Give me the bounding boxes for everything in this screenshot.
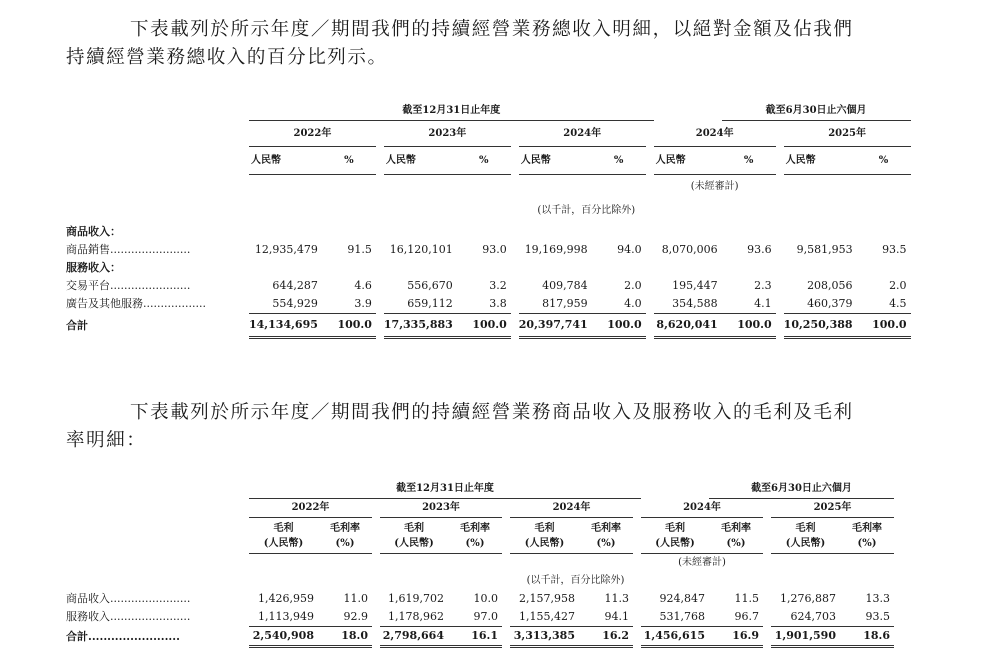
group-header-row [66, 102, 911, 121]
column-header-pct: % [722, 147, 776, 175]
revenue-breakdown-table [66, 102, 911, 339]
cell-gross-profit: 2,157,958 [519, 592, 575, 605]
column-header-gross-margin: 毛利率 (%) [709, 518, 763, 554]
cell-gross-profit: 3,313,385 [510, 627, 579, 647]
column-header-rmb: 人民幣 [784, 147, 857, 175]
cell-pct: 4.6 [354, 279, 372, 292]
cell-gross-profit: 1,155,427 [519, 610, 575, 623]
period-header: 2025年 [771, 499, 894, 518]
unaudited-row [66, 175, 911, 200]
cell-pct: 100.0 [322, 314, 376, 338]
period-header: 2022年 [249, 499, 372, 518]
cell-rmb: 556,670 [407, 279, 453, 292]
cell-gross-margin: 11.5 [734, 592, 759, 605]
column-header-rmb: 人民幣 [384, 147, 457, 175]
intro-paragraph-2 [66, 399, 926, 455]
cell-gross-profit: 2,540,908 [249, 627, 318, 647]
cell-pct: 3.9 [354, 297, 372, 310]
column-header-gross-profit: 毛利 (人民幣) [641, 518, 709, 554]
period-header: 2023年 [380, 499, 502, 518]
table-row [66, 608, 894, 627]
unit-note: (以千計，百分比除外) [537, 205, 636, 216]
cell-rmb: 659,112 [407, 297, 453, 310]
column-header-pct: % [457, 147, 511, 175]
group-header-row [66, 480, 894, 499]
cell-pct: 93.0 [482, 243, 507, 256]
cell-rmb: 644,287 [272, 279, 318, 292]
cell-gross-margin: 97.0 [473, 610, 498, 623]
column-header-gross-margin: 毛利率 (%) [579, 518, 633, 554]
cell-pct: 4.5 [889, 297, 907, 310]
cell-gross-margin: 18.0 [318, 627, 372, 647]
cell-rmb: 14,134,695 [249, 314, 322, 338]
column-header-rmb: 人民幣 [519, 147, 592, 175]
cell-pct: 100.0 [722, 314, 776, 338]
intro-paragraph-1-line-1: 下表載列於所示年度／期間我們的持續經營業務總收入明細，以絕對金額及佔我們 [130, 19, 854, 40]
column-header-gross-margin: 毛利率 (%) [448, 518, 502, 554]
cell-rmb: 10,250,388 [784, 314, 857, 338]
cell-rmb: 195,447 [672, 279, 718, 292]
unit-note-row [66, 199, 911, 223]
table-row [66, 241, 911, 259]
row-label: 廣告及其他服務.................. [66, 297, 206, 311]
cell-pct: 2.3 [754, 279, 772, 292]
group-header-year: 截至12月31日止年度 [249, 480, 641, 499]
cell-pct: 2.0 [624, 279, 642, 292]
cell-pct: 100.0 [592, 314, 646, 338]
cell-gross-profit: 924,847 [659, 592, 705, 605]
table-row [66, 295, 911, 314]
column-header-gross-profit: 毛利 (人民幣) [771, 518, 840, 554]
cell-gross-margin: 93.5 [865, 610, 890, 623]
column-header-gross-profit: 毛利 (人民幣) [380, 518, 448, 554]
unaudited-row [66, 554, 894, 573]
cell-rmb: 208,056 [807, 279, 853, 292]
unit-note-row [66, 572, 894, 590]
section-heading-row [66, 259, 911, 277]
cell-pct: 93.5 [882, 243, 907, 256]
total-row [66, 627, 894, 647]
cell-rmb: 817,959 [542, 297, 588, 310]
column-header-row [66, 147, 911, 175]
unit-note: (以千計，百分比除外) [526, 575, 625, 586]
cell-pct: 94.0 [617, 243, 642, 256]
period-header: 2024年 [519, 121, 646, 147]
cell-pct: 100.0 [857, 314, 911, 338]
unaudited-note: (未經審計) [678, 557, 726, 568]
cell-gross-margin: 16.1 [448, 627, 502, 647]
cell-gross-profit: 531,768 [659, 610, 705, 623]
row-label: 服務收入....................... [66, 610, 191, 624]
cell-rmb: 9,581,953 [796, 243, 853, 256]
cell-rmb: 460,379 [807, 297, 853, 310]
row-label: 商品收入....................... [66, 592, 191, 605]
section-heading-goods: 商品收入： [66, 225, 121, 238]
period-header: 2025年 [784, 121, 911, 147]
table-row [66, 277, 911, 295]
group-header-half-year: 截至6月30日止六個月 [722, 102, 911, 121]
column-header-rmb: 人民幣 [249, 147, 322, 175]
cell-pct: 3.8 [489, 297, 507, 310]
intro-paragraph-1-line-2: 持續經營業務總收入的百分比列示。 [66, 47, 388, 68]
cell-gross-margin: 16.2 [579, 627, 633, 647]
total-row [66, 314, 911, 338]
period-header: 2024年 [641, 499, 763, 518]
cell-pct: 91.5 [347, 243, 372, 256]
gross-profit-table [66, 480, 894, 648]
cell-gross-profit: 624,703 [790, 610, 836, 623]
cell-rmb: 12,935,479 [254, 243, 318, 256]
period-header: 2024年 [654, 121, 776, 147]
column-header-pct: % [857, 147, 911, 175]
cell-gross-profit: 1,426,959 [258, 592, 314, 605]
total-label: 合計........................ [66, 629, 180, 643]
cell-rmb: 8,620,041 [654, 314, 722, 338]
column-header-gross-profit: 毛利 (人民幣) [249, 518, 318, 554]
cell-rmb: 8,070,006 [661, 243, 718, 256]
column-header-row [66, 518, 894, 554]
column-header-gross-profit: 毛利 (人民幣) [510, 518, 579, 554]
row-label: 商品銷售....................... [66, 243, 191, 256]
cell-gross-margin: 92.9 [343, 610, 368, 623]
cell-pct: 4.0 [624, 297, 642, 310]
cell-pct: 3.2 [489, 279, 507, 292]
cell-gross-margin: 11.3 [604, 592, 629, 605]
cell-pct: 2.0 [889, 279, 907, 292]
section-heading-row [66, 223, 911, 241]
column-header-gross-margin: 毛利率 (%) [840, 518, 894, 554]
unaudited-note: (未經審計) [690, 181, 739, 192]
intro-paragraph-1 [66, 16, 926, 72]
period-header: 2022年 [249, 121, 376, 147]
cell-rmb: 16,120,101 [389, 243, 453, 256]
cell-rmb: 20,397,741 [519, 314, 592, 338]
period-header-row [66, 499, 894, 518]
cell-rmb: 17,335,883 [384, 314, 457, 338]
cell-gross-profit: 1,619,702 [388, 592, 444, 605]
group-header-half-year: 截至6月30日止六個月 [709, 480, 894, 499]
section-heading-services: 服務收入： [66, 261, 121, 274]
cell-gross-margin: 10.0 [473, 592, 498, 605]
cell-gross-margin: 16.9 [709, 627, 763, 647]
cell-rmb: 19,169,998 [524, 243, 588, 256]
column-header-pct: % [322, 147, 376, 175]
cell-rmb: 409,784 [542, 279, 588, 292]
period-header-row [66, 121, 911, 147]
cell-gross-margin: 18.6 [840, 627, 894, 647]
cell-gross-margin: 13.3 [865, 592, 890, 605]
cell-gross-profit: 1,276,887 [780, 592, 836, 605]
total-label: 合計 [66, 318, 88, 332]
cell-gross-margin: 11.0 [343, 592, 368, 605]
cell-rmb: 554,929 [272, 297, 318, 310]
group-header-year: 截至12月31日止年度 [249, 102, 654, 121]
period-header: 2024年 [510, 499, 633, 518]
cell-gross-profit: 1,901,590 [771, 627, 840, 647]
cell-pct: 4.1 [754, 297, 772, 310]
column-header-rmb: 人民幣 [654, 147, 722, 175]
column-header-pct: % [592, 147, 646, 175]
intro-paragraph-2-line-1: 下表載列於所示年度／期間我們的持續經營業務商品收入及服務收入的毛利及毛利 [130, 402, 854, 423]
period-header: 2023年 [384, 121, 511, 147]
row-label: 交易平台....................... [66, 279, 191, 292]
cell-gross-profit: 1,178,962 [388, 610, 444, 623]
cell-gross-margin: 94.1 [604, 610, 629, 623]
cell-pct: 100.0 [457, 314, 511, 338]
intro-paragraph-2-line-2: 率明細： [66, 430, 147, 451]
cell-gross-profit: 1,456,615 [641, 627, 709, 647]
cell-pct: 93.6 [747, 243, 772, 256]
cell-gross-profit: 2,798,664 [380, 627, 448, 647]
cell-gross-margin: 96.7 [734, 610, 759, 623]
cell-gross-profit: 1,113,949 [258, 610, 314, 623]
cell-rmb: 354,588 [672, 297, 718, 310]
column-header-gross-margin: 毛利率 (%) [318, 518, 372, 554]
table-row [66, 590, 894, 608]
